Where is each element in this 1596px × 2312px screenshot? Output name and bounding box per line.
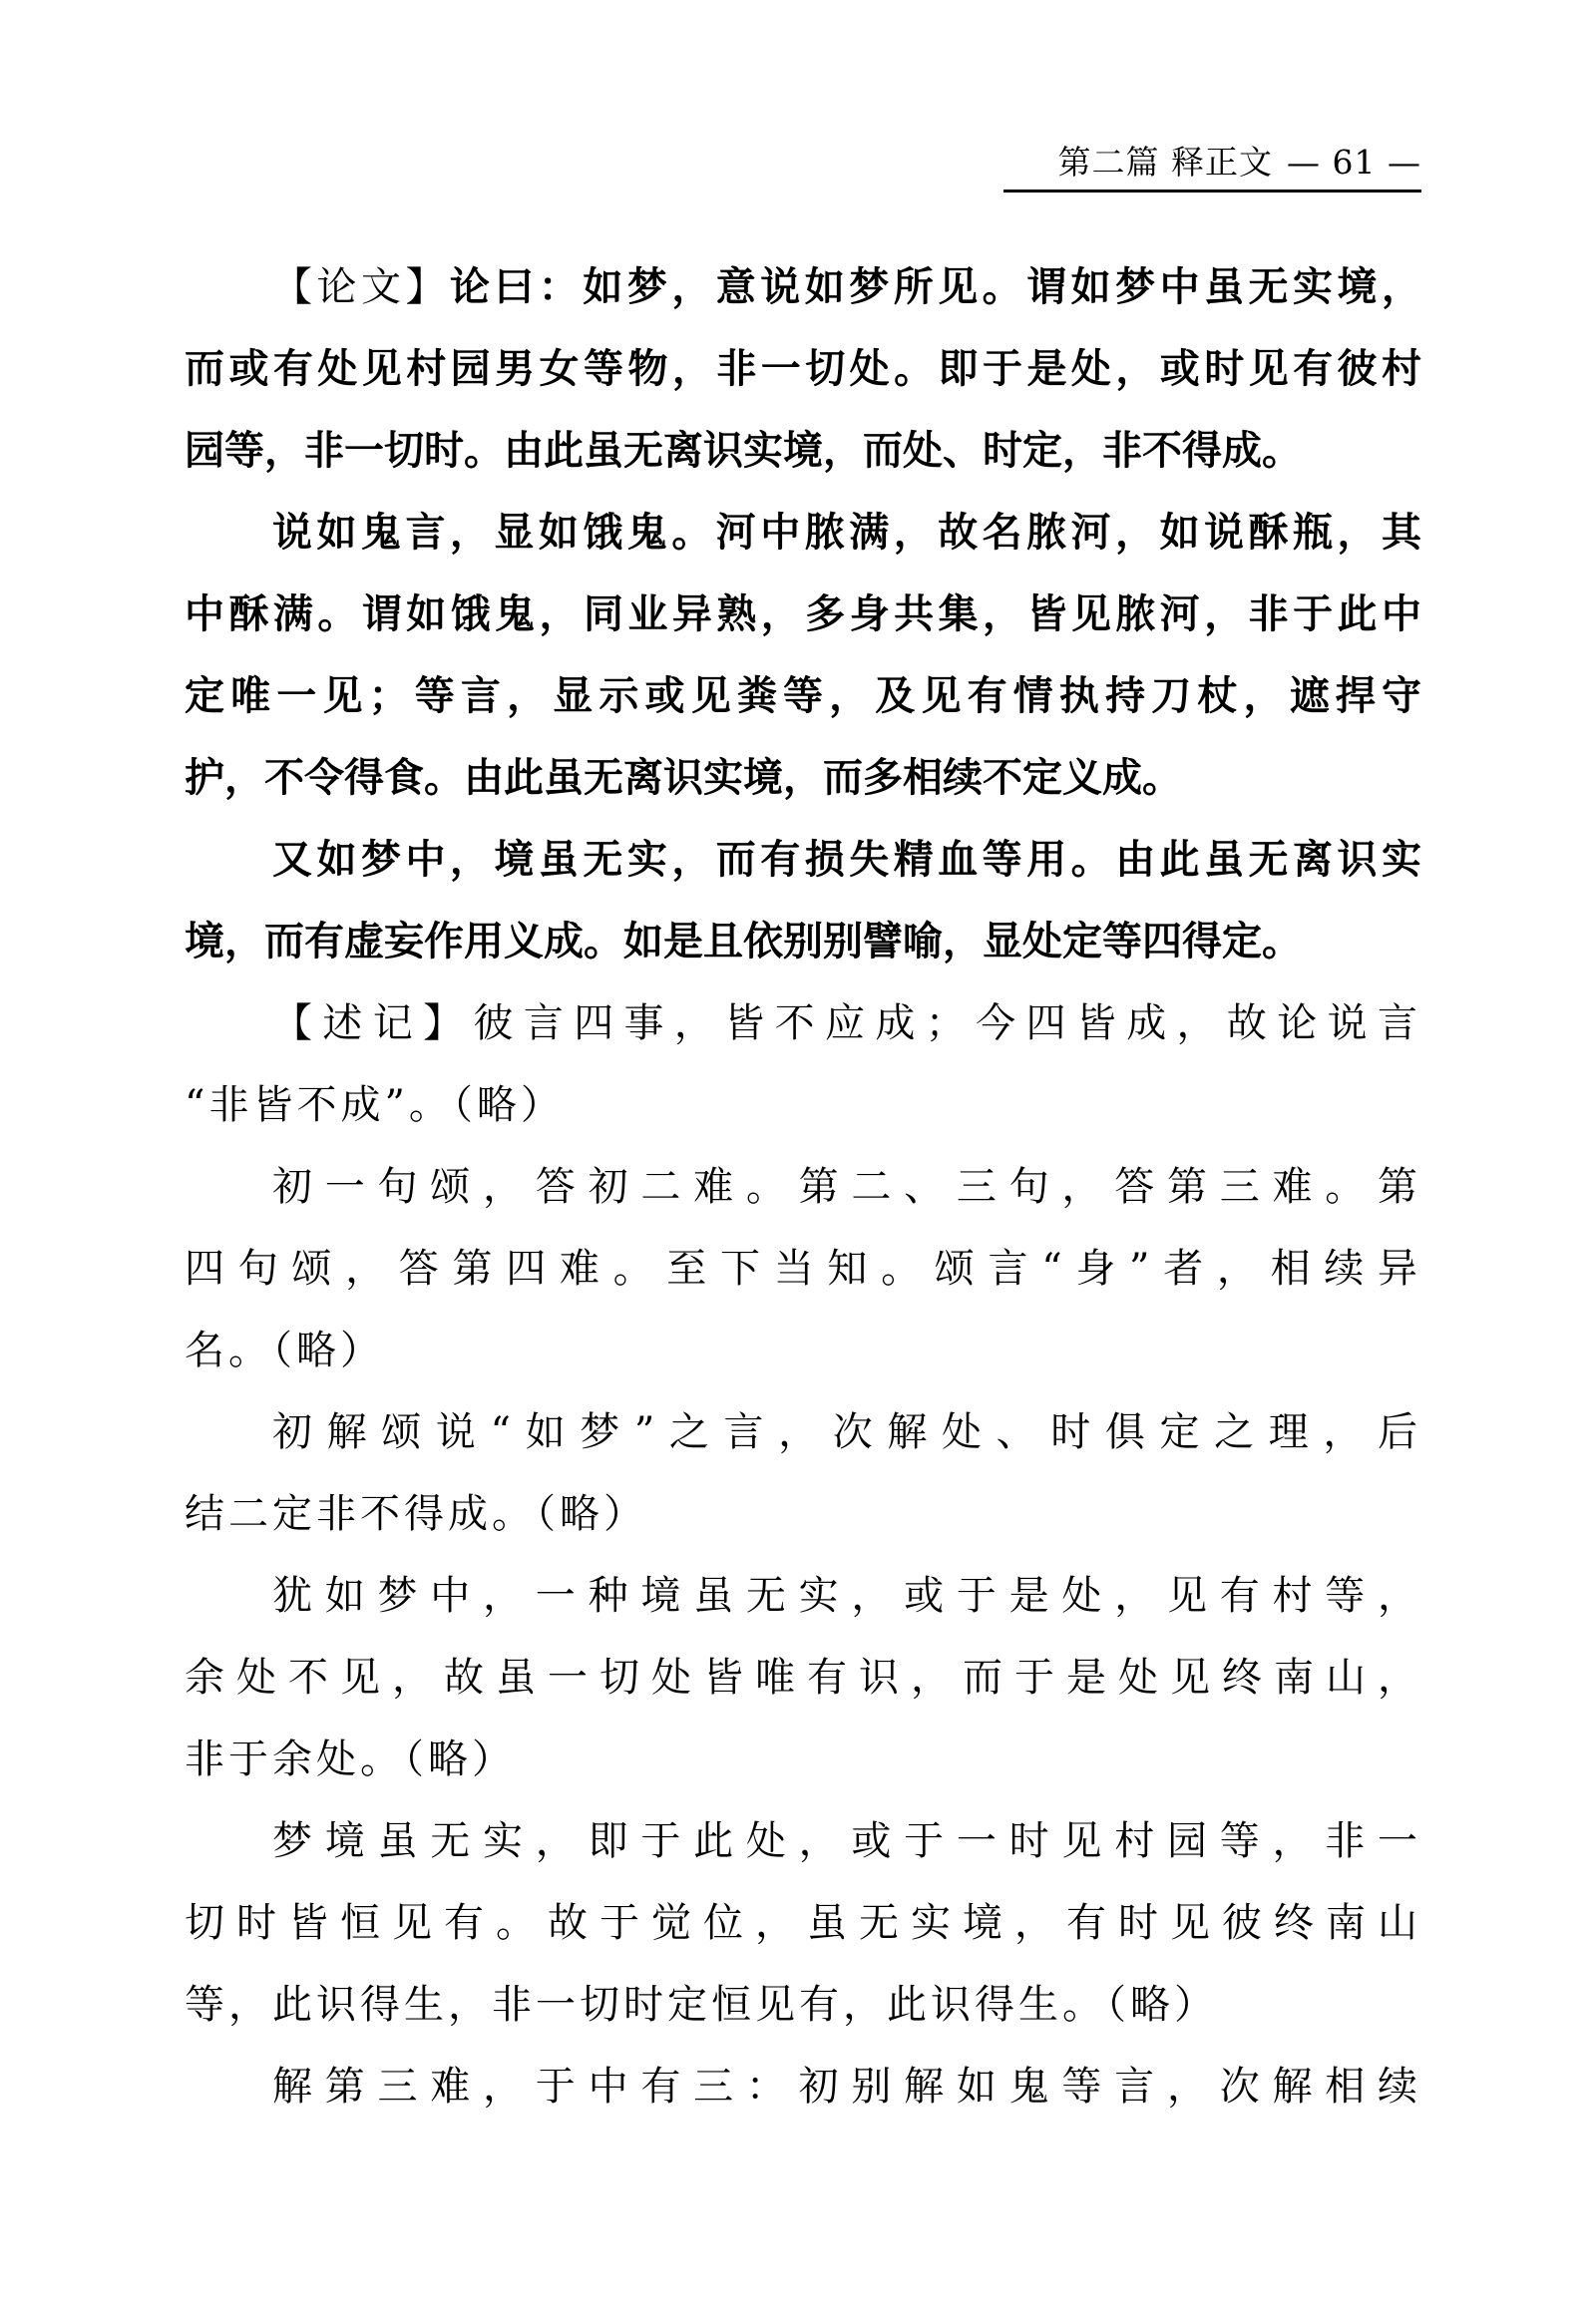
paragraph (185, 1391, 1421, 1555)
line-text: 四句颂，答第四难。至下当知。颂言“身”者，相续异 (185, 1246, 1421, 1292)
line-text: 初一句颂，答初二难。第二、三句，答第三难。第 (272, 1164, 1421, 1210)
line-text: 解第三难，于中有三：初别解如鬼等言，次解相续 (272, 2064, 1421, 2110)
commentary-paragraph (185, 982, 1421, 1146)
text-line (185, 1800, 1421, 1882)
page-number: — 61 — (1287, 143, 1421, 182)
text-line (185, 574, 1421, 655)
text-line (185, 1719, 1421, 1800)
text-line (185, 655, 1421, 737)
paragraph (185, 1555, 1421, 1800)
line-text: 等，此识得生，非一切时定恒见有，此识得生。（略） (185, 1982, 1218, 2028)
treatise-text-paragraph (185, 246, 1421, 492)
paragraph (185, 1146, 1421, 1391)
line-text: 护，不令得食。由此虽无离识实境，而多相续不定义成。 (185, 755, 1182, 801)
text-line (185, 1555, 1421, 1637)
text-line (185, 1064, 1421, 1146)
text-line (185, 1637, 1421, 1719)
line-text: 定唯一见；等言，显示或见粪等，及见有情执持刀杖，遮捍守 (185, 673, 1421, 719)
paragraph (185, 492, 1421, 819)
text-line (185, 492, 1421, 574)
text-line (185, 2046, 1421, 2127)
line-text: 犹如梦中，一种境虽无实，或于是处，见有村等， (272, 1573, 1421, 1619)
line-text: 而或有处见村园男女等物，非一切处。即于是处，或时见有彼村 (185, 346, 1421, 392)
paragraph (185, 1800, 1421, 2046)
line-text: 余处不见，故虽一切处皆唯有识，而于是处见终南山， (185, 1655, 1421, 1701)
line-text: 非于余处。（略） (185, 1736, 516, 1782)
line-text: 梦境虽无实，即于此处，或于一时见村园等，非一 (272, 1818, 1421, 1864)
text-line (185, 1310, 1421, 1391)
line-text: 彼言四事，皆不应成；今四皆成，故论说言 (473, 1000, 1422, 1046)
text-line (185, 901, 1421, 982)
line-text: 说如鬼言，显如饿鬼。河中脓满，故名脓河，如说酥瓶，其 (272, 510, 1421, 556)
page-body (185, 246, 1421, 2127)
line-text: 切时皆恒见有。故于觉位，虽无实境，有时见彼终南山 (185, 1900, 1421, 1946)
running-header (1003, 140, 1421, 193)
line-text: 又如梦中，境虽无实，而有损失精血等用。由此虽无离识实 (272, 837, 1421, 883)
line-text: 境，而有虚妄作用义成。如是且依别别譬喻，显处定等四得定。 (185, 919, 1302, 964)
line-text: 名。（略） (185, 1328, 384, 1373)
text-line (185, 819, 1421, 901)
paragraph (185, 2046, 1421, 2127)
text-line (185, 1882, 1421, 1964)
text-line (185, 328, 1421, 410)
header-title: 第二篇 释正文 (1057, 143, 1274, 182)
text-line (185, 246, 1421, 328)
line-text: “非皆不成”。（略） (185, 1082, 565, 1128)
line-text: 园等，非一切时。由此虽无离识实境，而处、时定，非不得成。 (185, 428, 1302, 474)
paragraph (185, 819, 1421, 982)
line-text: 中酥满。谓如饿鬼，同业异熟，多身共集，皆见脓河，非于此中 (185, 591, 1421, 637)
line-text: 初解颂说“如梦”之言，次解处、时俱定之理，后 (272, 1409, 1421, 1455)
text-line (185, 1473, 1421, 1555)
line-text: 论曰：如梦，意说如梦所见。谓如梦中虽无实境， (449, 264, 1422, 310)
text-line (185, 1146, 1421, 1228)
section-tag: 【述记】 (272, 1000, 474, 1046)
text-line (185, 1228, 1421, 1310)
text-line (185, 982, 1421, 1064)
text-line (185, 737, 1421, 819)
text-line (185, 410, 1421, 492)
text-line (185, 1391, 1421, 1473)
section-tag: 【论文】 (272, 264, 450, 310)
line-text: 结二定非不得成。（略） (185, 1491, 647, 1537)
text-line (185, 1964, 1421, 2046)
